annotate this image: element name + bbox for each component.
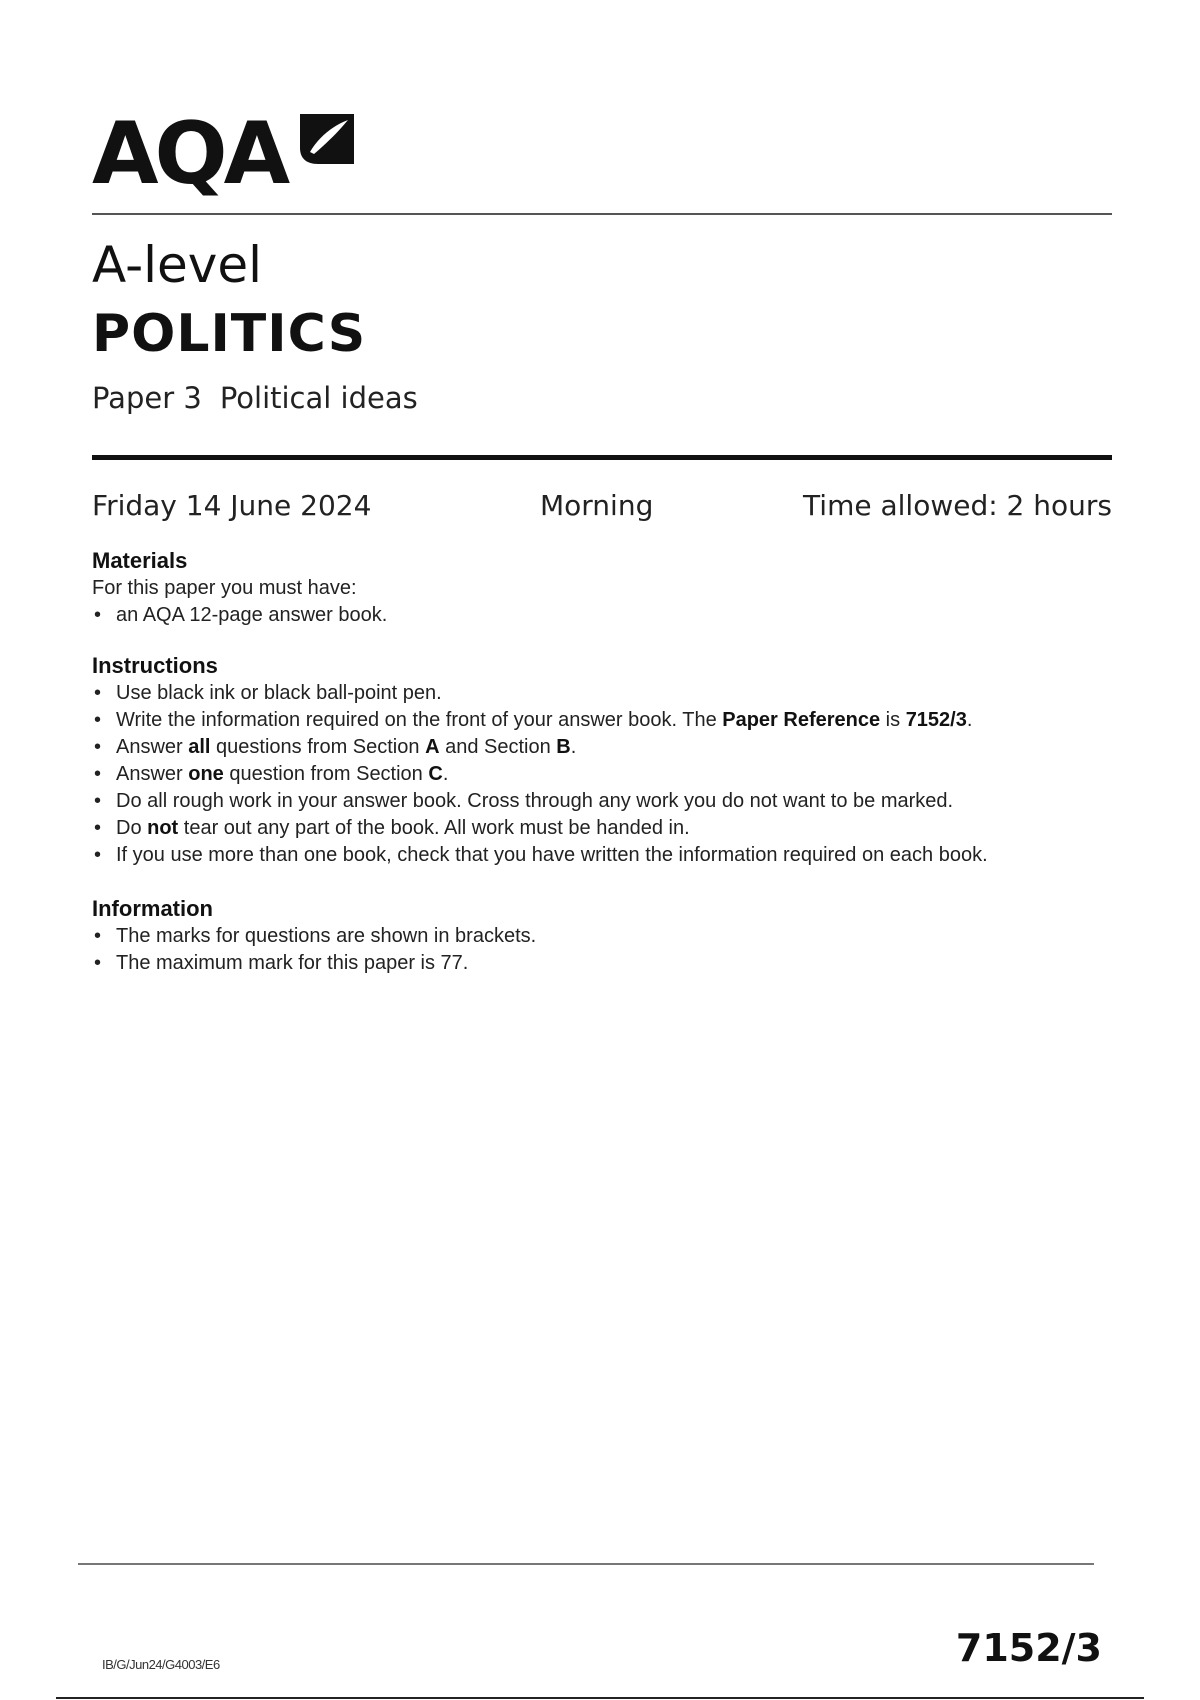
header-divider — [92, 213, 1112, 215]
exam-meta-row — [92, 486, 1112, 526]
list-item: • Write the information required on the front of your answer book. The Paper Reference is 7152/3. — [92, 707, 1132, 734]
list-item: • Do not tear out any part of the book. All work must be handed in. — [92, 815, 1132, 842]
footer-reference: IB/G/Jun24/G4003/E6 — [102, 1657, 220, 1672]
list-item: • The marks for questions are shown in brackets. — [92, 923, 1132, 950]
aqa-logo — [92, 104, 372, 204]
exam-date: Friday 14 June 2024 — [92, 489, 372, 522]
page-bottom-rule — [56, 1697, 1144, 1699]
qualification-level: A-level — [92, 236, 263, 294]
list-item: • Answer one question from Section C. — [92, 761, 1132, 788]
information-list — [92, 923, 1132, 977]
list-item: • Use black ink or black ball-point pen. — [92, 680, 1132, 707]
list-item: • If you use more than one book, check that you have written the information required on each book. — [92, 842, 1132, 869]
instructions-section — [92, 652, 1132, 869]
footer-divider — [78, 1563, 1094, 1565]
list-item: • Answer all questions from Section A and Section B. — [92, 734, 1132, 761]
time-allowed: Time allowed: 2 hours — [803, 489, 1112, 522]
title-divider — [92, 455, 1112, 460]
list-item: • The maximum mark for this paper is 77. — [92, 950, 1132, 977]
instructions-heading: Instructions — [92, 653, 218, 678]
information-section — [92, 895, 1132, 977]
paper-code: 7152/3 — [955, 1626, 1102, 1670]
paper-number: Paper 3 — [92, 381, 202, 415]
information-heading: Information — [92, 896, 213, 921]
logo-text: AQA — [92, 104, 287, 204]
materials-intro: For this paper you must have: — [92, 577, 357, 599]
subject-title: POLITICS — [92, 304, 367, 364]
paper-title-line — [92, 378, 418, 418]
aqa-leaf-mark-icon — [298, 108, 356, 166]
list-item: • Do all rough work in your answer book. Cross through any work you do not want to be marked. — [92, 788, 1132, 815]
paper-title: Political ideas — [219, 381, 418, 415]
list-item: • an AQA 12-page answer book. — [92, 602, 1132, 629]
exam-session: Morning — [540, 489, 654, 522]
materials-heading: Materials — [92, 548, 188, 573]
materials-list — [92, 602, 1132, 629]
materials-section — [92, 547, 1132, 629]
instructions-list — [92, 680, 1132, 869]
